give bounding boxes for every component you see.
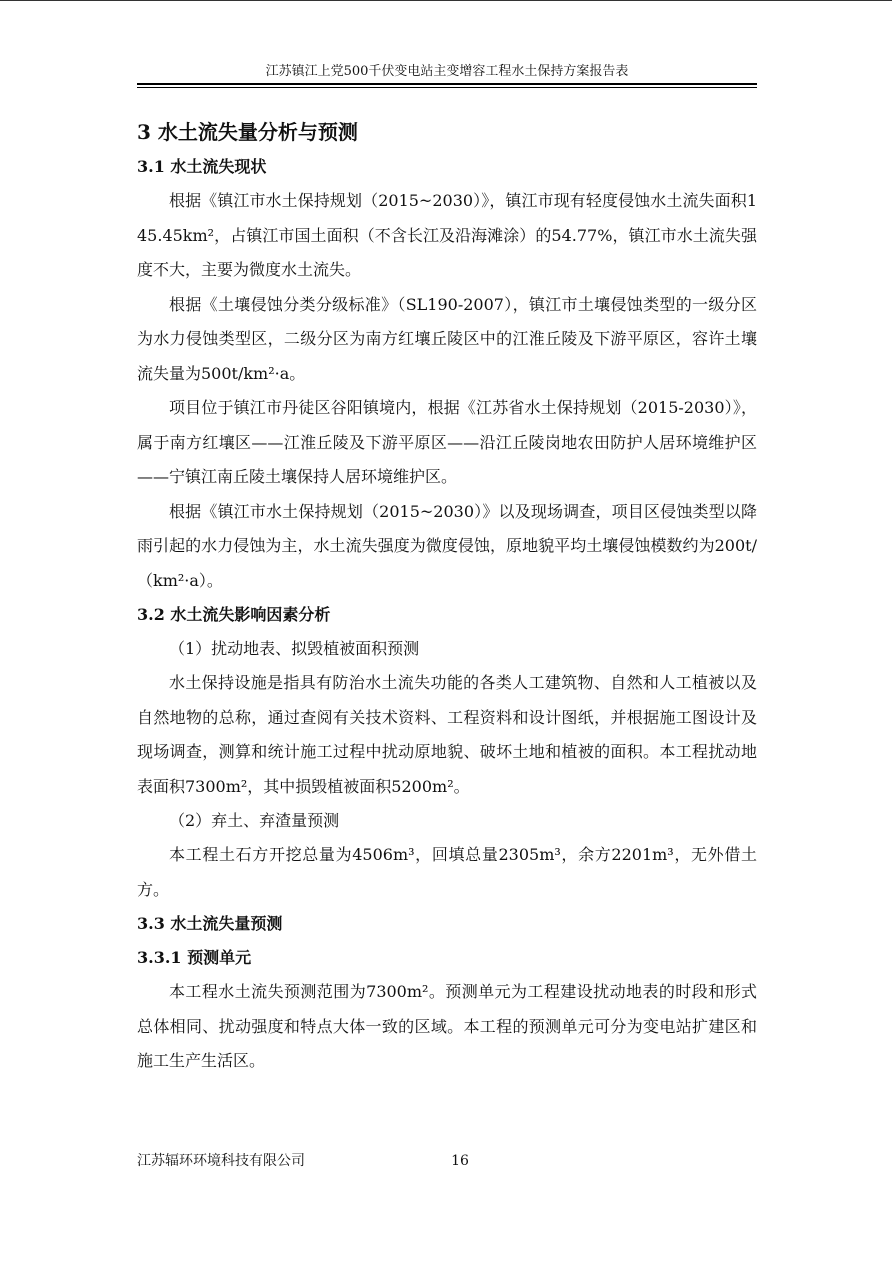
page-number: 16 <box>451 1153 469 1169</box>
section-3-heading: 3 水土流失量分析与预测 <box>137 120 358 144</box>
paragraph-disturbed-area: 水土保持设施是指具有防治水土流失功能的各类人工建筑物、自然和人工植被以及自然地物的总称，通过查阅有关技术资料、工程资料和设计图纸，并根据施工图设计及现场调查，测算和统计施工过程中扰动原地貌、破坏土地和植被的面积。本工程扰动地表面积7300m²，其中损毁植被面积5200m²。 <box>137 673 757 796</box>
subitem-spoil: （2）弃土、弃渣量预测 <box>169 811 340 830</box>
page-top-border <box>0 0 892 1</box>
paragraph-erosion-type: 根据《镇江市水土保持规划（2015~2030）》以及现场调查，项目区侵蚀类型以降雨引起的水力侵蚀为主，水土流失强度为微度侵蚀，原地貌平均土壤侵蚀模数约为200t/（km²·a）。 <box>137 501 757 590</box>
header-rule-thin <box>137 87 757 88</box>
paragraph-earthwork: 本工程土石方开挖总量为4506m³，回填总量2305m³，余方2201m³，无外借土方。 <box>137 845 757 899</box>
running-header: 江苏镇江上党500千伏变电站主变增容工程水土保持方案报告表 <box>265 64 629 79</box>
page-body <box>137 116 757 1079</box>
paragraph-erosion-area: 根据《镇江市水土保持规划（2015~2030）》，镇江市现有轻度侵蚀水土流失面积145.45km²，占镇江市国土面积（不含长江及沿海滩涂）的54.77%，镇江市水土流失强度不大，主要为微度水土流失。 <box>137 191 757 279</box>
footer-company: 江苏辐环环境科技有限公司 <box>137 1153 305 1169</box>
paragraph-project-location: 项目位于镇江市丹徒区谷阳镇境内，根据《江苏省水土保持规划（2015-2030）》，属于南方红壤区——江淮丘陵及下游平原区——沿江丘陵岗地农田防护人居环境维护区——宁镇江南丘陵土壤保持人居环境维护区。 <box>137 398 757 486</box>
subitem-disturbed-area: （1）扰动地表、拟毁植被面积预测 <box>169 639 420 658</box>
section-3-3-1-heading: 3.3.1 预测单元 <box>137 948 252 967</box>
paragraph-prediction-unit: 本工程水土流失预测范围为7300m²。预测单元为工程建设扰动地表的时段和形式总体相同、扰动强度和特点大体一致的区域。本工程的预测单元可分为变电站扩建区和施工生产生活区。 <box>137 982 757 1070</box>
section-3-1-heading: 3.1 水土流失现状 <box>137 157 267 176</box>
header-rule-thick <box>137 83 757 85</box>
section-3-2-heading: 3.2 水土流失影响因素分析 <box>137 605 331 624</box>
section-3-3-heading: 3.3 水土流失量预测 <box>137 914 283 933</box>
paragraph-erosion-classification: 根据《土壤侵蚀分类分级标准》（SL190-2007），镇江市土壤侵蚀类型的一级分区为水力侵蚀类型区，二级分区为南方红壤丘陵区中的江淮丘陵及下游平原区，容许土壤流失量为500t/km²·a。 <box>137 294 757 383</box>
